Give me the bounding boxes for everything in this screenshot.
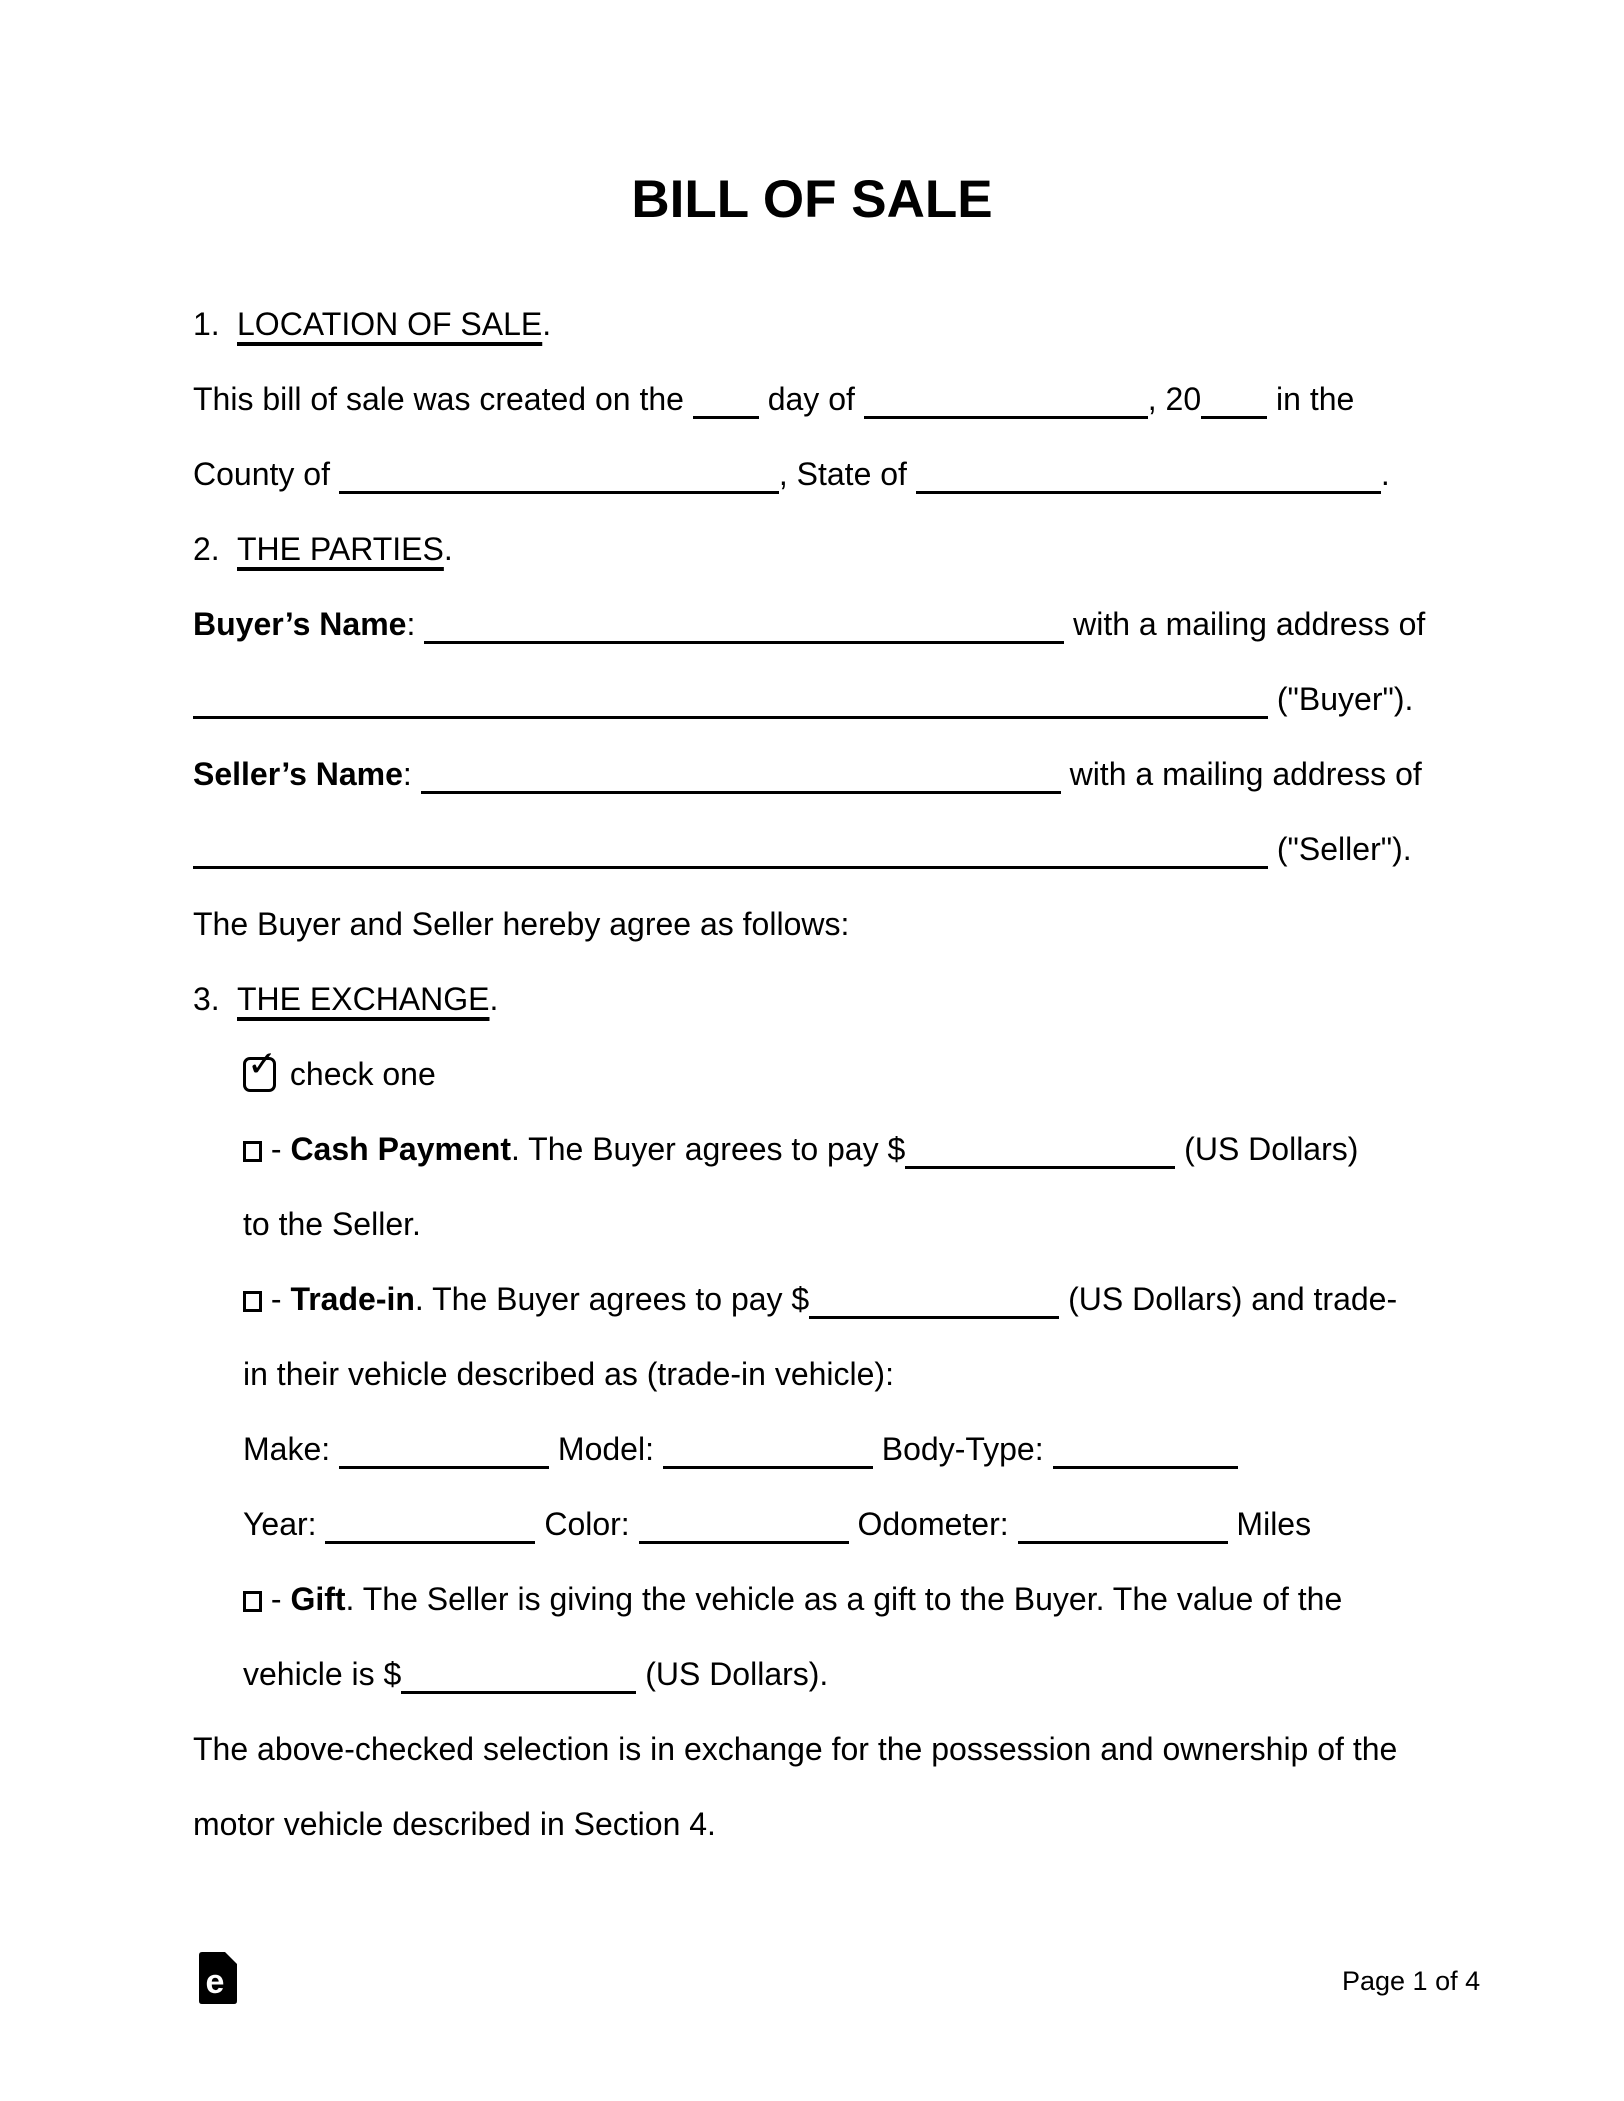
text-run: Color:: [535, 1506, 639, 1542]
agreement-lead-in: [193, 887, 1494, 962]
seller-name-line: [193, 737, 1494, 812]
location-sentence-line-2: [193, 437, 1494, 512]
cash-payment-line-1: [193, 1112, 1494, 1187]
month-blank-field: [864, 416, 1148, 419]
text-run: Body-Type:: [872, 1431, 1053, 1467]
text-run: Model:: [549, 1431, 663, 1467]
section-heading-text: THE EXCHANGE: [237, 981, 490, 1017]
color-blank-field: [639, 1541, 849, 1544]
text-run: in their vehicle described as (trade-in vehicle):: [243, 1356, 894, 1392]
body-type-blank-field: [1053, 1466, 1238, 1469]
section-heading-period: .: [542, 306, 552, 342]
text-run: :: [402, 756, 421, 792]
odometer-blank-field: [1018, 1541, 1228, 1544]
section-number: 3.: [193, 981, 220, 1017]
text-run: :: [406, 606, 425, 642]
location-sentence-line-1: [193, 362, 1494, 437]
text-run: ("Seller").: [1268, 831, 1412, 867]
text-run: Make:: [243, 1431, 340, 1467]
section-heading-text: LOCATION OF SALE: [237, 306, 543, 342]
text-run: . The Buyer agrees to pay $: [414, 1281, 810, 1317]
make-blank-field: [339, 1466, 549, 1469]
logo-letter: e: [205, 1963, 225, 2001]
check-mark-icon: ✓: [247, 1043, 278, 1084]
text-run: -: [262, 1281, 291, 1317]
gift-line-2: [193, 1637, 1494, 1712]
text-run: .: [1380, 456, 1390, 492]
exchange-closing-line-2: [193, 1787, 1494, 1862]
section-heading-period: .: [489, 981, 499, 1017]
seller-mailing-address-blank-field: [193, 866, 1268, 869]
text-run: -: [262, 1131, 291, 1167]
cash-amount-blank-field: [905, 1166, 1175, 1169]
text-run: motor vehicle described in Section 4.: [193, 1806, 716, 1842]
text-run: day of: [758, 381, 864, 417]
text-run: (US Dollars) and trade-: [1059, 1281, 1398, 1317]
seller-address-line: [193, 812, 1494, 887]
trade-in-vehicle-line-1: [193, 1412, 1494, 1487]
trade-in-line-2: [193, 1337, 1494, 1412]
text-run: This bill of sale was created on the: [193, 381, 693, 417]
section-heading-period: .: [443, 531, 453, 567]
text-run: with a mailing address of: [1064, 606, 1426, 642]
year-blank-field: [1201, 416, 1267, 419]
section-1-heading: [193, 287, 1494, 362]
section-heading-text: THE PARTIES: [237, 531, 444, 567]
text-run: Gift: [290, 1581, 346, 1617]
text-run: check one: [281, 1056, 436, 1092]
text-run: Cash Payment: [290, 1131, 511, 1167]
trade-in-amount-blank-field: [809, 1316, 1059, 1319]
check-one-line: [193, 1037, 1494, 1112]
text-run: Miles: [1227, 1506, 1312, 1542]
buyer-address-line: [193, 662, 1494, 737]
text-run: in the: [1267, 381, 1355, 417]
document-lines: [193, 287, 1494, 1862]
text-run: Buyer’s Name: [193, 606, 407, 642]
section-number: 2.: [193, 531, 220, 567]
buyer-name-line: [193, 587, 1494, 662]
trade-in-line-1: [193, 1262, 1494, 1337]
vehicle-year-blank-field: [325, 1541, 535, 1544]
seller-name-blank-field: [421, 791, 1061, 794]
state-blank-field: [916, 491, 1381, 494]
section-2-heading: [193, 512, 1494, 587]
model-blank-field: [663, 1466, 873, 1469]
text-run: (US Dollars): [1175, 1131, 1359, 1167]
text-run: . The Buyer agrees to pay $: [510, 1131, 906, 1167]
day-blank-field: [693, 416, 759, 419]
cash-payment-line-2: [193, 1187, 1494, 1262]
text-run: with a mailing address of: [1060, 756, 1422, 792]
text-run: , State of: [778, 456, 916, 492]
eforms-logo-icon: [199, 1952, 237, 2004]
text-run: to the Seller.: [243, 1206, 421, 1242]
text-run: Odometer:: [848, 1506, 1018, 1542]
text-run: vehicle is $: [243, 1656, 402, 1692]
gift-checkbox-icon: [243, 1591, 262, 1612]
exchange-closing-line-1: [193, 1712, 1494, 1787]
cash-payment-checkbox-icon: [243, 1141, 262, 1162]
section-3-heading: [193, 962, 1494, 1037]
gift-line-1: [193, 1562, 1494, 1637]
county-blank-field: [339, 491, 779, 494]
text-run: -: [262, 1581, 291, 1617]
text-run: Trade-in: [290, 1281, 415, 1317]
text-run: (US Dollars).: [636, 1656, 829, 1692]
trade-in-vehicle-line-2: [193, 1487, 1494, 1562]
text-run: The above-checked selection is in exchange for the possession and ownership of the: [193, 1731, 1398, 1767]
gift-value-blank-field: [401, 1691, 636, 1694]
page-number: Page 1 of 4: [1342, 1966, 1481, 1996]
text-run: . The Seller is giving the vehicle as a gift to the Buyer. The value of the: [345, 1581, 1343, 1617]
text-run: Seller’s Name: [193, 756, 403, 792]
text-run: The Buyer and Seller hereby agree as follows:: [193, 906, 850, 942]
text-run: , 20: [1147, 381, 1202, 417]
check-one-checkbox-icon: [243, 1043, 278, 1092]
buyer-name-blank-field: [424, 641, 1064, 644]
document-title: BILL OF SALE: [631, 170, 993, 229]
text-run: Year:: [243, 1506, 326, 1542]
buyer-mailing-address-blank-field: [193, 716, 1268, 719]
section-number: 1.: [193, 306, 220, 342]
trade-in-checkbox-icon: [243, 1291, 262, 1312]
text-run: County of: [193, 456, 339, 492]
text-run: ("Buyer").: [1268, 681, 1414, 717]
